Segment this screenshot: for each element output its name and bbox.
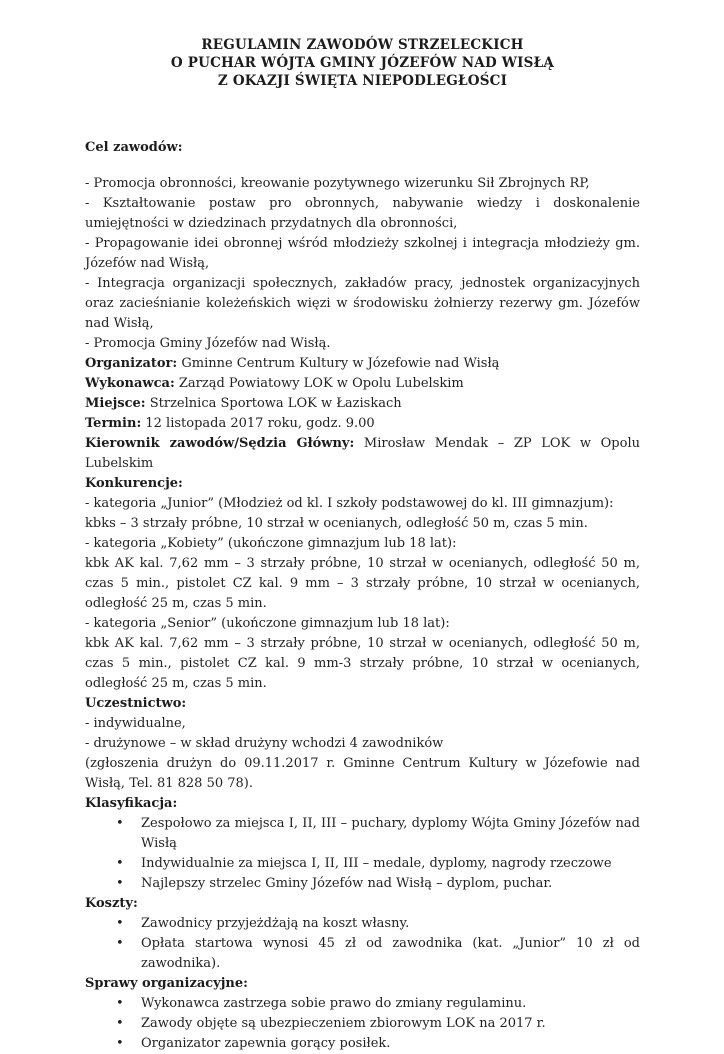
document-title: [85, 36, 640, 90]
document-body: [85, 138, 640, 1054]
bullet-text: Wykonawca zastrzega sobie prawo do zmiany regulaminu.: [141, 996, 527, 1011]
field-wykonawca: Wykonawca: Zarząd Powiatowy LOK w Opolu Lubelskim: [85, 376, 464, 391]
org-meal: [85, 1034, 640, 1054]
goal-item-2: - Kształtowanie postaw pro obronnych, nabywanie wiedzy i doskonalenie umiejętności w dziedzinach przydatnych dla obronności,: [85, 196, 640, 231]
field-label: Wykonawca:: [85, 376, 175, 391]
field-label: Termin:: [85, 416, 142, 431]
bullet-icon: •: [116, 816, 124, 831]
bullet-icon: •: [116, 936, 124, 951]
heading-konkurencje: Konkurencje:: [85, 476, 183, 491]
category-junior-rules: kbks – 3 strzały próbne, 10 strzał w ocenianych, odległość 50 m, czas 5 min.: [85, 516, 588, 531]
category-kobiety-rules: kbk AK kal. 7,62 mm – 3 strzały próbne, 10 strzał w ocenianych, odległość 50 m, czas 5 min., pistolet CZ kal. 9 mm – 3 strzały próbne, 10 strzał w ocenianych, odległość 25 m, czas 5 min.: [85, 556, 640, 611]
costs-entry-fee: [85, 934, 640, 974]
bullet-text: Zawody objęte są ubezpieczeniem zbiorowym LOK na 2017 r.: [141, 1016, 546, 1031]
bullet-text: Indywidualnie za miejsca I, II, III – medale, dyplomy, nagrody rzeczowe: [141, 856, 612, 871]
field-termin: Termin: 12 listopada 2017 roku, godz. 9.00: [85, 416, 375, 431]
participation-individual: - indywidualne,: [85, 716, 186, 731]
participation-team: - drużynowe – w skład drużyny wchodzi 4 zawodników: [85, 736, 444, 751]
bullet-icon: •: [116, 996, 124, 1011]
category-kobiety: - kategoria „Kobiety” (ukończone gimnazjum lub 18 lat):: [85, 536, 457, 551]
classification-team: [85, 814, 640, 854]
document-title-line-3: Z OKAZJI ŚWIĘTA NIEPODLEGŁOŚCI: [217, 73, 508, 89]
document-title-line-1: REGULAMIN ZAWODÓW STRZELECKICH: [201, 37, 524, 53]
bullet-text: Zawodnicy przyjeżdżają na koszt własny.: [141, 916, 410, 931]
bullet-text: Zespołowo za miejsca I, II, III – puchary, dyplomy Wójta Gminy Józefów nad Wisłą: [141, 816, 640, 851]
field-miejsce: Miejsce: Strzelnica Sportowa LOK w Łaziskach: [85, 396, 402, 411]
category-senior-rules: kbk AK kal. 7,62 mm – 3 strzały próbne, 10 strzał w ocenianych, odległość 50 m, czas 5 min., pistolet CZ kal. 9 mm-3 strzały próbne, 10 strzał w ocenianych, odległość 25 m, czas 5 min.: [85, 636, 640, 691]
field-label: Miejsce:: [85, 396, 146, 411]
category-senior: - kategoria „Senior” (ukończone gimnazjum lub 18 lat):: [85, 616, 450, 631]
heading-cel-zawodow: Cel zawodów:: [85, 140, 183, 155]
classification-individual: [85, 854, 640, 874]
bullet-icon: •: [116, 856, 124, 871]
document-title-line-2: O PUCHAR WÓJTA GMINY JÓZEFÓW NAD WISŁĄ: [170, 55, 555, 71]
bullet-icon: •: [116, 1036, 124, 1051]
bullet-text: Najlepszy strzelec Gminy Józefów nad Wisłą – dyplom, puchar.: [141, 876, 553, 891]
org-insurance: [85, 1014, 640, 1034]
goal-item-1: - Promocja obronności, kreowanie pozytywnego wizerunku Sił Zbrojnych RP,: [85, 176, 590, 191]
heading-sprawy-organizacyjne: Sprawy organizacyjne:: [85, 976, 248, 991]
heading-koszty: Koszty:: [85, 896, 138, 911]
field-organizator: Organizator: Gminne Centrum Kultury w Józefowie nad Wisłą: [85, 356, 500, 371]
costs-travel: [85, 914, 640, 934]
classification-best-shooter: [85, 874, 640, 894]
goal-item-4: - Integracja organizacji społecznych, zakładów pracy, jednostek organizacyjnych oraz zacieśnianie koleżeńskich więzi w środowisku żołnierzy rezerwy gm. Józefów nad Wisłą,: [85, 276, 640, 331]
goal-item-3: - Propagowanie idei obronnej wśród młodzieży szkolnej i integracja młodzieży gm. Józefów nad Wisłą,: [85, 236, 640, 271]
participation-registration: (zgłoszenia drużyn do 09.11.2017 r. Gminne Centrum Kultury w Józefowie nad Wisłą, Tel. 81 828 50 78).: [85, 756, 640, 791]
field-label: Organizator:: [85, 356, 178, 371]
bullet-icon: •: [116, 916, 124, 931]
category-junior: - kategoria „Junior” (Młodzież od kl. I szkoły podstawowej do kl. III gimnazjum):: [85, 496, 614, 511]
field-label: Kierownik zawodów/Sędzia Główny:: [85, 436, 355, 451]
bullet-text: Organizator zapewnia gorący posiłek.: [141, 1036, 391, 1051]
bullet-text: Opłata startowa wynosi 45 zł od zawodnika (kat. „Junior” 10 zł od zawodnika).: [141, 936, 640, 971]
heading-uczestnictwo: Uczestnictwo:: [85, 696, 187, 711]
org-rules-change: [85, 994, 640, 1014]
goal-item-5: - Promocja Gminy Józefów nad Wisłą.: [85, 336, 331, 351]
heading-klasyfikacja: Klasyfikacja:: [85, 796, 178, 811]
bullet-icon: •: [116, 876, 124, 891]
bullet-icon: •: [116, 1016, 124, 1031]
field-kierownik: Kierownik zawodów/Sędzia Główny: Mirosław Mendak – ZP LOK w Opolu Lubelskim: [85, 436, 640, 471]
